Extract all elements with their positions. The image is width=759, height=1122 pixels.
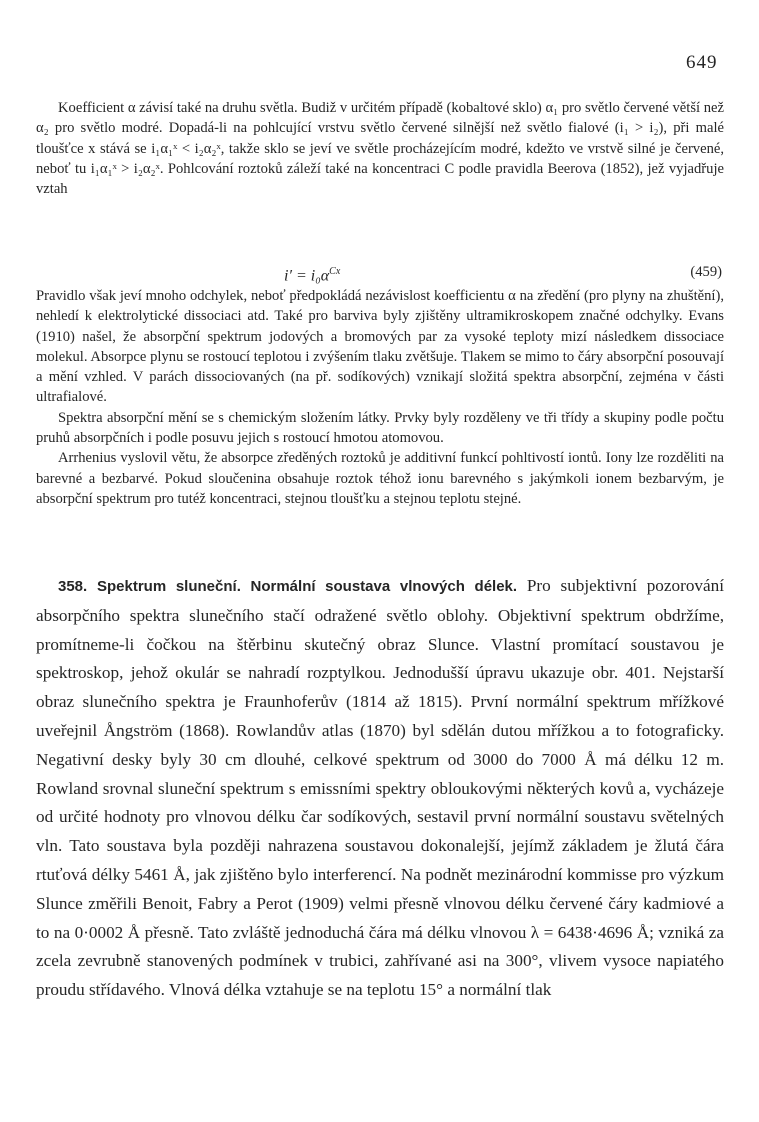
section-358 xyxy=(36,572,724,1005)
paragraph-chemical-composition: Spektra absorpční mění se s chemickým složením látky. Prvky byly rozděleny ve tři třídy a skupiny podle počtu pruhů absorpčních i podle posuvu jejich s rostoucí hmotou atomovou. xyxy=(36,409,724,447)
equation-number: (459) xyxy=(690,264,722,280)
formula-row xyxy=(36,260,724,286)
deviations-paragraphs xyxy=(36,286,724,509)
paragraph-arrhenius: Arrhenius vyslovil větu, že absorpce zředěných roztoků je additivní funkcí pohltivostí iontů. Iony lze rozděliti na barevné a bezbarvé. Pokud sloučenina obsahuje roztok téhož ionu barevného s jakýmkoli ionem bezbarvým, je absorpční spektrum pro tutéž koncentraci, stejnou tloušťku a stejnou teplotu stejné. xyxy=(36,450,724,507)
section-text: Pro subjektivní pozorování absorpčního spektra slunečního stačí odražené světlo oblohy. Objektivní spektrum obdržíme, promítneme-li čočkou na štěrbinu skutečný obraz Slunce. Vlastní promítací soustavou je spektroskop, jehož okulár se nahradí rozptylkou. Jednodušší úpravu ukazuje obr. 401. Nejstarší obraz slunečního spektra je Fraunhoferův (1814 až 1815). První normální spektrum mřížkové uveřejnil Ångström (1868). Rowlandův atlas (1870) byl sdělán dutou mřížkou a to fotograficky. Negativní desky byly 30 cm dlouhé, celkové spektrum od 3000 do 7000 Å má délku 12 m. Rowland srovnal sluneční spektrum s emissními spektry obloukovými některých kovů a, vycházeje od určité hodnoty pro vlnovou délku čar sodíkových, sestavil první normální soustavu světelných vln. Tato soustava byla později nahrazena soustavou dokonalejší, jejímž základem je žlutá čára rtuťová délky 5461 Å, jak zjištěno bylo interferencí. Na podnět mezinárodní kommisse pro výzkum Slunce změřili Benoit, Fabry a Perot (1909) velmi přesně vlnovou délku červené čáry kadmiové a to na 0·0002 Å přesně. Tato zvláště jednoduchá čára má délku vlnovou λ = 6438·4696 Å; vzniká za zcela zevrubně stanovených podmínek v trubici, zahřívané asi na 300°, vlivem vysoce napiatého proudu střídavého. Vlnová délka vztahuje se na teplotu 15° a normální tlak xyxy=(36,576,725,1000)
formula-beer-law: $i' = i_0\alpha^{Cx}$ xyxy=(284,266,341,285)
paragraph-absorption-coefficient: Koefficient α závisí také na druhu světla. Budiž v určitém případě (kobaltové sklo) α₁ pro světlo červené větší než α₂ pro světlo modré. Dopadá-li na pohlcující vrstvu světlo červené silnější než světlo fialové (i₁ > i₂), při malé tloušťce x stává se i₁α₁ˣ < i₂α₂ˣ, takže sklo se jeví ve světle procházejícím modré, kdežto ve vrstvě silné je červené, neboť tu i₁α₁ˣ > i₂α₂ˣ. Pohlcování roztoků záleží také na koncentraci C podle pravidla Beerova (1852), jež vyjadřuje vztah xyxy=(36,100,724,198)
section-title: Spektrum sluneční. Normální soustava vlnových délek. xyxy=(97,578,518,595)
paragraph-deviations: Pravidlo však jeví mnoho odchylek, neboť předpokládá nezávislost koefficientu α na zředění (pro plyny na zhuštění), nehledí k elektrolytické dissociaci atd. Také pro barviva byly zjištěny ultramikroskopem značné odchylky. Evans (1910) našel, že absorpční spektrum jodových a bromových par za vysoké teploty mizí následkem dissociace molekul. Absorpce plynu se rostoucí teplotou i zvýšením tlaku zvětšuje. Tlakem se mimo to čáry absorpční posouvají a mění vzhled. V parách dissociovaných (na př. sodíkových) vznikají složitá spektra absorpční, zejména v části ultrafialové. xyxy=(36,288,724,406)
beer-law-paragraph xyxy=(36,98,724,199)
section-number: 358. xyxy=(58,578,88,595)
page-number: 649 xyxy=(686,52,718,73)
